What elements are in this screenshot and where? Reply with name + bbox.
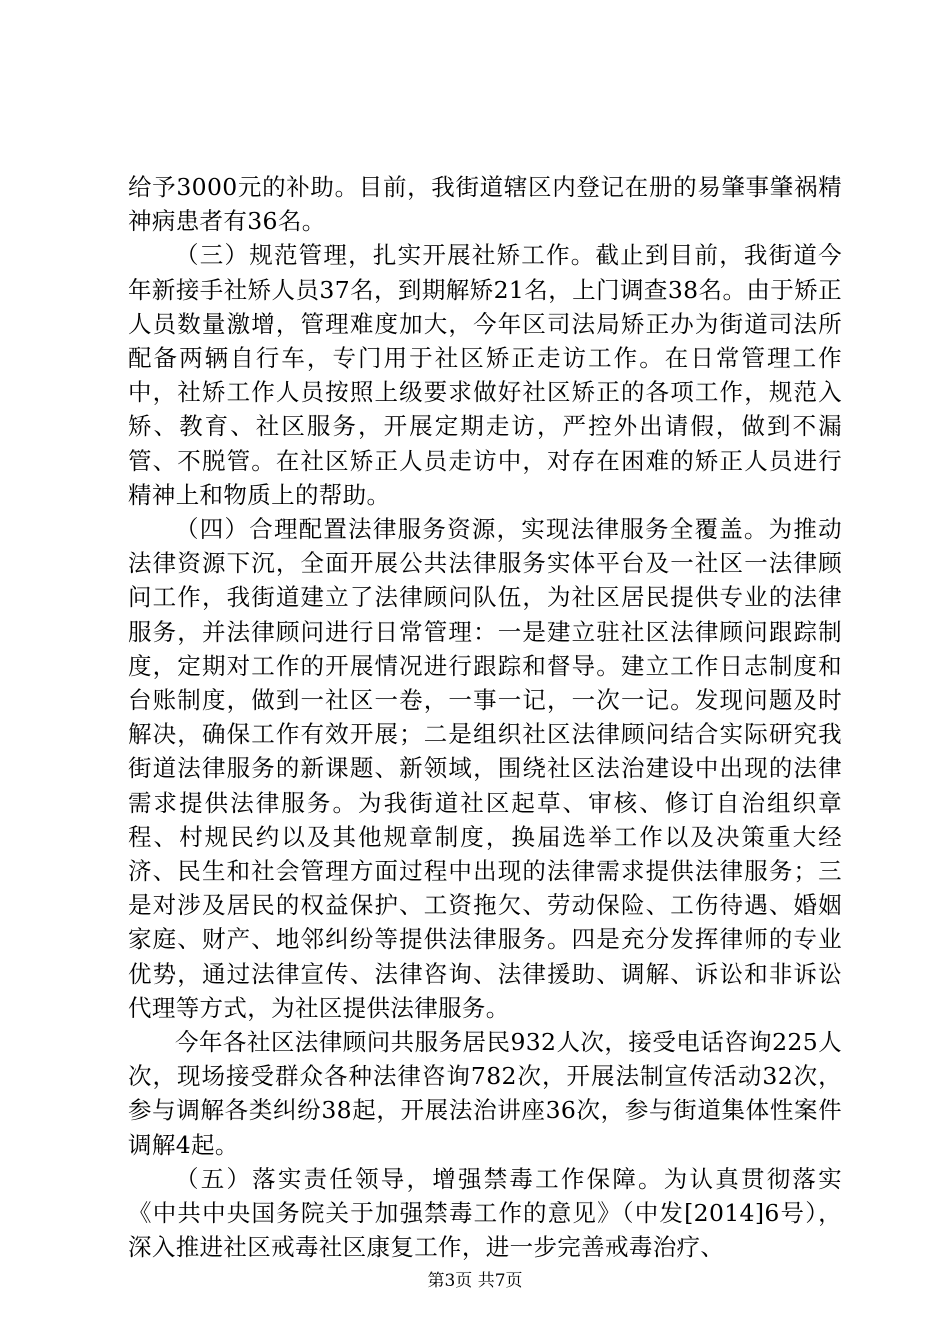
page-footer	[0, 1270, 950, 1292]
paragraph-statistics: 今年各社区法律顾问共服务居民932人次，接受电话咨询225人次，现场接受群众各种法律咨询782次，开展法制宣传活动32次，参与调解各类纠纷38起，开展法治讲座36次，参与街道集体性案件调解4起。	[128, 1028, 842, 1159]
page-number-label: 第3页 共7页	[427, 1271, 523, 1291]
document-body	[128, 170, 842, 1265]
paragraph-section-4: （四）合理配置法律服务资源，实现法律服务全覆盖。为推动法律资源下沉，全面开展公共法律服务实体平台及一社区一法律顾问工作，我街道建立了法律顾问队伍，为社区居民提供专业的法律服务，并法律顾问进行日常管理：一是建立驻社区法律顾问跟踪制度，定期对工作的开展情况进行跟踪和督导。建立工作日志制度和台账制度，做到一社区一卷，一事一记，一次一记。发现问题及时解决，确保工作有效开展；二是组织社区法律顾问结合实际研究我街道法律服务的新课题、新领域，围绕社区法治建设中出现的法律需求提供法律服务。为我街道社区起草、审核、修订自治组织章程、村规民约以及其他规章制度，换届选举工作以及决策重大经济、民生和社会管理方面过程中出现的法律需求提供法律服务；三是对涉及居民的权益保护、工资拖欠、劳动保险、工伤待遇、婚姻家庭、财产、地邻纠纷等提供法律服务。四是充分发挥律师的专业优势，通过法律宣传、法律咨询、法律援助、调解、诉讼和非诉讼代理等方式，为社区提供法律服务。	[128, 515, 842, 1022]
paragraph-continuation: 给予3000元的补助。目前，我街道辖区内登记在册的易肇事肇祸精神病患者有36名。	[128, 173, 842, 236]
paragraph-section-3: （三）规范管理，扎实开展社矫工作。截止到目前，我街道今年新接手社矫人员37名，到期解矫21名，上门调查38名。由于矫正人员数量激增，管理难度加大，今年区司法局矫正办为街道司法所配备两辆自行车，专门用于社区矫正走访工作。在日常管理工作中，社矫工作人员按照上级要求做好社区矫正的各项工作，规范入矫、教育、社区服务，开展定期走访，严控外出请假，做到不漏管、不脱管。在社区矫正人员走访中，对存在困难的矫正人员进行精神上和物质上的帮助。	[128, 241, 842, 509]
paragraph-section-5: （五）落实责任领导，增强禁毒工作保障。为认真贯彻落实《中共中央国务院关于加强禁毒工作的意见》（中发[2014]6号），深入推进社区戒毒社区康复工作，进一步完善戒毒治疗、	[128, 1164, 842, 1262]
